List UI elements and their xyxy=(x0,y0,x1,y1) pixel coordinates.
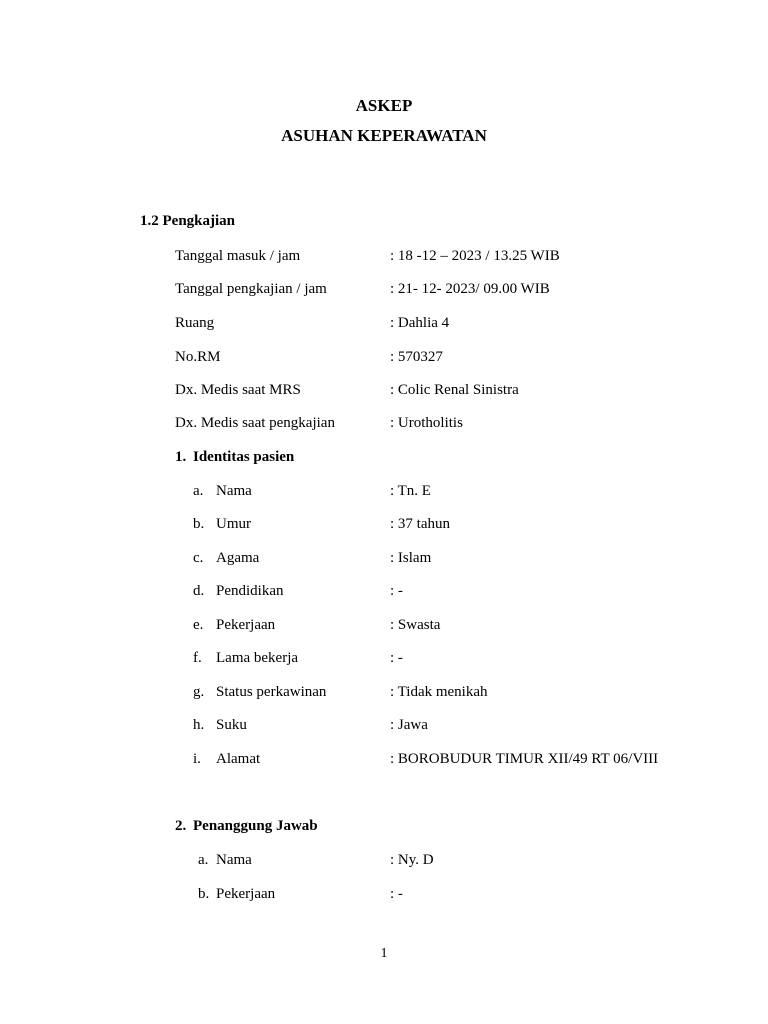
field-value: : 570327 xyxy=(390,349,443,365)
field-label: Dx. Medis saat pengkajian xyxy=(175,415,335,431)
field-value: : - xyxy=(390,583,403,599)
identity-row xyxy=(0,481,768,501)
identity-row xyxy=(0,749,768,769)
admission-row xyxy=(0,313,768,333)
identity-row xyxy=(0,615,768,635)
list-marker: g. xyxy=(193,684,205,700)
field-label: No.RM xyxy=(175,349,221,365)
field-value: : Swasta xyxy=(390,617,441,633)
guarantor-row xyxy=(0,884,768,904)
field-label: Agama xyxy=(216,550,260,566)
field-label: Umur xyxy=(216,516,251,532)
field-value: : Tidak menikah xyxy=(390,684,488,700)
list-marker: i. xyxy=(193,751,201,767)
list-marker: a. xyxy=(193,483,204,499)
list-marker: e. xyxy=(193,617,204,633)
admission-row xyxy=(0,279,768,299)
identity-heading: Identitas pasien xyxy=(193,449,295,465)
field-label: Status perkawinan xyxy=(216,684,327,700)
list-marker: d. xyxy=(193,583,205,599)
guarantor-heading: Penanggung Jawab xyxy=(193,818,318,834)
field-value: : BOROBUDUR TIMUR XII/49 RT 06/VIII xyxy=(390,751,659,767)
list-marker: h. xyxy=(193,717,205,733)
identity-row xyxy=(0,548,768,568)
document-title: ASKEP xyxy=(355,96,413,115)
field-value: : Dahlia 4 xyxy=(390,315,450,331)
list-marker: b. xyxy=(193,516,205,532)
identity-row xyxy=(0,581,768,601)
guarantor-row xyxy=(0,850,768,870)
list-marker: f. xyxy=(193,650,202,666)
field-label: Alamat xyxy=(216,751,261,767)
identity-row xyxy=(0,648,768,668)
field-label: Nama xyxy=(216,852,252,868)
section-heading: 1.2 Pengkajian xyxy=(140,213,236,229)
field-label: Lama bekerja xyxy=(216,650,299,666)
field-value: : Tn. E xyxy=(390,483,431,499)
field-label: Tanggal pengkajian / jam xyxy=(175,281,327,297)
identity-row xyxy=(0,514,768,534)
field-label: Dx. Medis saat MRS xyxy=(175,382,301,398)
admission-row xyxy=(0,380,768,400)
admission-row xyxy=(0,246,768,266)
admission-row xyxy=(0,347,768,367)
field-value: : - xyxy=(390,886,403,902)
field-label: Ruang xyxy=(175,315,215,331)
field-value: : 18 -12 – 2023 / 13.25 WIB xyxy=(390,248,560,264)
identity-row xyxy=(0,715,768,735)
field-label: Suku xyxy=(216,717,247,733)
field-value: : Colic Renal Sinistra xyxy=(390,382,519,398)
list-marker: a. xyxy=(198,852,209,868)
identity-row xyxy=(0,682,768,702)
field-value: : Urotholitis xyxy=(390,415,463,431)
page-number: 1 xyxy=(380,946,388,961)
field-value: : 37 tahun xyxy=(390,516,450,532)
field-label: Tanggal masuk / jam xyxy=(175,248,301,264)
list-marker: c. xyxy=(193,550,204,566)
field-value: : Ny. D xyxy=(390,852,434,868)
document-subtitle: ASUHAN KEPERAWATAN xyxy=(281,126,487,145)
field-label: Pendidikan xyxy=(216,583,284,599)
field-label: Nama xyxy=(216,483,252,499)
field-value: : Islam xyxy=(390,550,432,566)
field-value: : - xyxy=(390,650,403,666)
identity-number: 1. xyxy=(175,449,187,465)
field-value: : Jawa xyxy=(390,717,428,733)
field-value: : 21- 12- 2023/ 09.00 WIB xyxy=(390,281,550,297)
field-label: Pekerjaan xyxy=(216,886,276,902)
admission-row xyxy=(0,413,768,433)
guarantor-number: 2. xyxy=(175,818,187,834)
list-marker: b. xyxy=(198,886,210,902)
field-label: Pekerjaan xyxy=(216,617,276,633)
